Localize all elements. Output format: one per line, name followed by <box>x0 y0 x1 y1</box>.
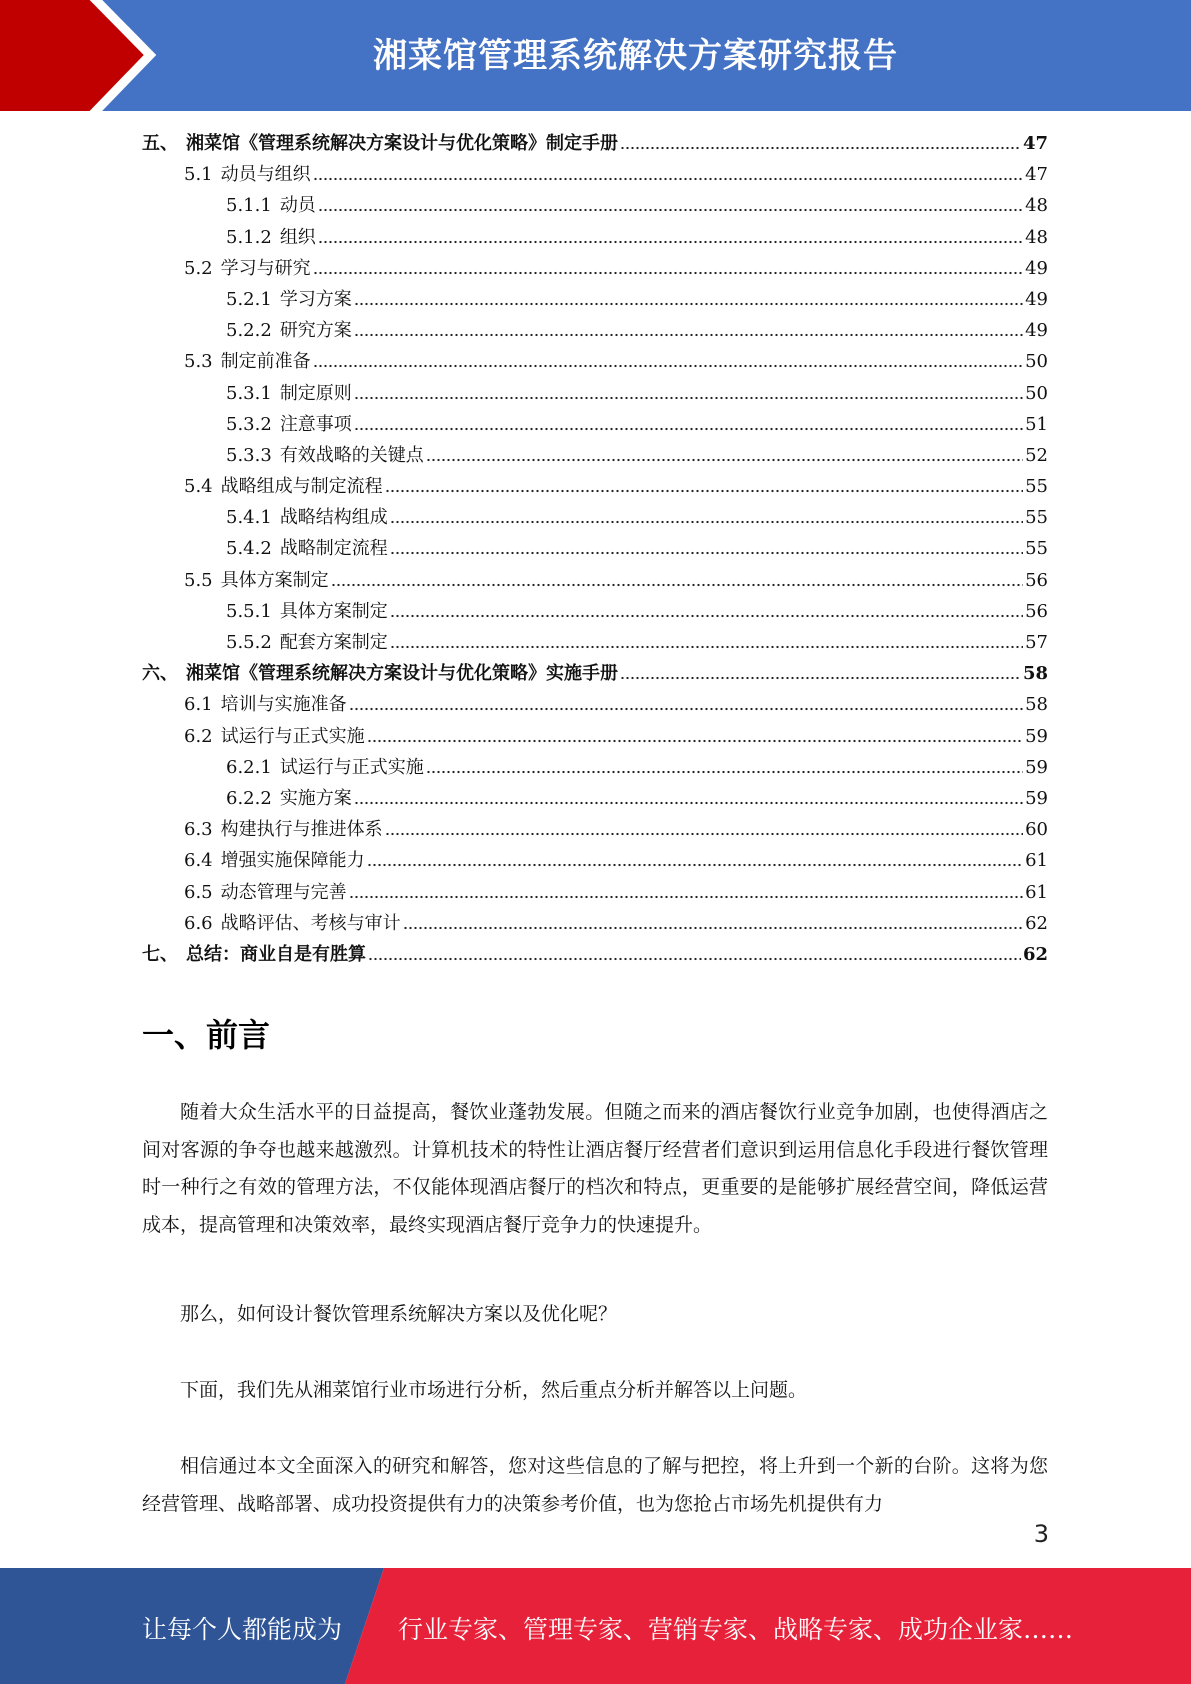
toc-entry-page: 59 <box>1025 756 1048 778</box>
table-of-contents <box>142 128 1048 970</box>
toc-dot-leader <box>620 134 1021 152</box>
toc-entry-page: 56 <box>1025 600 1048 622</box>
toc-entry-number: 5.3.1 <box>226 382 272 404</box>
toc-entry[interactable] <box>142 658 1048 689</box>
toc-dot-leader <box>367 851 1023 869</box>
toc-entry[interactable] <box>142 222 1048 253</box>
toc-entry-title: 制定前准备 <box>220 351 311 373</box>
toc-dot-leader <box>426 758 1023 776</box>
toc-entry-page: 55 <box>1025 507 1048 529</box>
toc-entry-title: 战略组成与制定流程 <box>220 476 383 498</box>
toc-entry-number: 5.1.1 <box>226 195 272 217</box>
toc-entry[interactable] <box>142 346 1048 377</box>
toc-entry-number: 5.5.1 <box>226 600 272 622</box>
toc-entry-title: 增强实施保障能力 <box>220 850 365 872</box>
toc-entry-page: 62 <box>1025 912 1048 934</box>
toc-entry-page: 62 <box>1022 943 1048 965</box>
toc-entry-number: 6.3 <box>184 819 213 841</box>
toc-entry-page: 51 <box>1025 413 1048 435</box>
toc-entry-number: 六、 <box>142 663 178 685</box>
toc-entry[interactable] <box>142 502 1048 533</box>
toc-entry[interactable] <box>142 378 1048 409</box>
toc-entry-title: 湘菜馆《管理系统解决方案设计与优化策略》实施手册 <box>186 663 618 685</box>
page-number: 3 <box>1033 1520 1049 1548</box>
toc-entry[interactable] <box>142 565 1048 596</box>
toc-entry-page: 59 <box>1025 725 1048 747</box>
toc-dot-leader <box>403 914 1023 932</box>
toc-dot-leader <box>354 384 1023 402</box>
toc-dot-leader <box>313 165 1023 183</box>
toc-entry-page: 58 <box>1022 663 1048 685</box>
toc-entry-title: 战略评估、考核与审计 <box>220 912 401 934</box>
toc-entry-page: 49 <box>1025 288 1048 310</box>
toc-dot-leader <box>390 633 1023 651</box>
toc-entry-title: 配套方案制定 <box>279 632 388 653</box>
paragraph-question: 那么，如何设计餐饮管理系统解决方案以及优化呢？ <box>180 1303 618 1325</box>
toc-dot-leader <box>354 321 1023 339</box>
toc-entry-title: 组织 <box>279 226 316 248</box>
toc-entry-page: 59 <box>1025 787 1048 809</box>
toc-entry-title: 动态管理与完善 <box>220 881 347 903</box>
toc-entry-title: 研究方案 <box>279 320 352 342</box>
paragraph-next: 下面，我们先从湘菜馆行业市场进行分析，然后重点分析并解答以上问题。 <box>180 1379 808 1401</box>
toc-dot-leader <box>331 571 1023 589</box>
toc-entry-title: 战略结构组成 <box>279 507 388 529</box>
toc-entry[interactable] <box>142 159 1048 190</box>
toc-entry-number: 5.3 <box>184 351 213 373</box>
toc-entry-title: 构建执行与推进体系 <box>220 819 383 841</box>
toc-entry-number: 5.2.2 <box>226 320 272 342</box>
toc-dot-leader <box>349 695 1023 713</box>
toc-entry[interactable] <box>142 627 1048 658</box>
toc-entry-page: 55 <box>1025 476 1048 498</box>
page-header <box>0 0 1191 111</box>
toc-entry-page: 58 <box>1025 694 1048 716</box>
toc-entry[interactable] <box>142 814 1048 845</box>
toc-entry-number: 五、 <box>142 133 178 154</box>
toc-entry-title: 总结：商业自是有胜算 <box>186 943 366 965</box>
toc-dot-leader <box>390 508 1023 526</box>
toc-entry-page: 47 <box>1022 133 1048 154</box>
toc-entry-number: 6.4 <box>184 850 213 872</box>
toc-entry[interactable] <box>142 877 1048 908</box>
toc-dot-leader <box>367 727 1023 745</box>
toc-entry-page: 55 <box>1025 538 1048 560</box>
toc-entry[interactable] <box>142 128 1048 159</box>
toc-entry-title: 培训与实施准备 <box>220 694 347 716</box>
toc-dot-leader <box>426 446 1023 464</box>
toc-entry-number: 6.6 <box>184 912 213 934</box>
toc-dot-leader <box>313 352 1023 370</box>
page-footer <box>0 1568 1191 1684</box>
toc-entry[interactable] <box>142 689 1048 720</box>
toc-entry-page: 48 <box>1025 195 1048 217</box>
toc-entry-number: 6.2 <box>184 725 213 747</box>
toc-entry-title: 学习与研究 <box>220 257 311 279</box>
toc-entry-page: 61 <box>1025 881 1048 903</box>
toc-entry-number: 5.4 <box>184 476 213 498</box>
toc-entry-title: 动员与组织 <box>220 164 311 186</box>
toc-dot-leader <box>368 945 1021 963</box>
toc-dot-leader <box>385 820 1023 838</box>
toc-dot-leader <box>354 789 1023 807</box>
toc-entry-number: 6.5 <box>184 881 213 903</box>
toc-entry[interactable] <box>142 409 1048 440</box>
toc-dot-leader <box>318 228 1023 246</box>
toc-entry[interactable] <box>142 939 1048 970</box>
toc-entry-title: 试运行与正式实施 <box>279 756 424 778</box>
toc-entry-title: 有效战略的关键点 <box>279 444 424 466</box>
toc-entry[interactable] <box>142 190 1048 221</box>
toc-entry-title: 试运行与正式实施 <box>220 725 365 747</box>
toc-entry-title: 实施方案 <box>279 787 352 809</box>
toc-dot-leader <box>390 602 1023 620</box>
toc-entry-title: 战略制定流程 <box>279 538 388 560</box>
toc-entry-page: 49 <box>1025 257 1048 279</box>
toc-entry[interactable] <box>142 752 1048 783</box>
toc-entry-page: 50 <box>1025 382 1048 404</box>
footer-slogan-right: 行业专家、管理专家、营销专家、战略专家、成功企业家…… <box>398 1615 1074 1644</box>
toc-entry-number: 5.2.1 <box>226 288 272 310</box>
toc-entry-number: 七、 <box>142 943 178 965</box>
toc-entry-page: 61 <box>1025 850 1048 872</box>
toc-entry-title: 动员 <box>279 195 316 217</box>
toc-entry-number: 5.3.3 <box>226 444 272 466</box>
toc-entry-page: 56 <box>1025 569 1048 591</box>
toc-entry-number: 6.1 <box>184 694 213 716</box>
toc-entry-number: 5.2 <box>184 257 213 279</box>
report-title: 湘菜馆管理系统解决方案研究报告 <box>373 36 898 76</box>
toc-entry-page: 50 <box>1025 351 1048 373</box>
toc-dot-leader <box>354 290 1023 308</box>
toc-entry-title: 湘菜馆《管理系统解决方案设计与优化策略》制定手册 <box>186 133 618 154</box>
toc-entry-title: 学习方案 <box>279 288 352 310</box>
toc-entry-number: 5.5.2 <box>226 632 272 653</box>
toc-entry-number: 6.2.1 <box>226 756 272 778</box>
toc-dot-leader <box>313 259 1023 277</box>
toc-entry-title: 具体方案制定 <box>220 569 329 591</box>
toc-entry-title: 制定原则 <box>279 382 352 404</box>
toc-entry[interactable] <box>142 783 1048 814</box>
toc-dot-leader <box>385 477 1023 495</box>
paragraph-closing: 相信通过本文全面深入的研究和解答，您对这些信息的了解与把控，将上升到一个新的台阶。这将为您经营管理、战略部署、成功投资提供有力的决策参考价值，也为您抢占市场先机提供有力 <box>142 1455 1048 1515</box>
toc-entry[interactable] <box>142 315 1048 346</box>
toc-entry-page: 47 <box>1025 164 1048 186</box>
toc-dot-leader <box>349 883 1023 901</box>
toc-entry-number: 5.1 <box>184 164 213 186</box>
toc-entry-page: 57 <box>1025 632 1048 653</box>
toc-entry-title: 具体方案制定 <box>279 600 388 622</box>
toc-entry-page: 52 <box>1025 444 1048 466</box>
section-heading: 一、前言 <box>142 1016 271 1054</box>
paragraph-intro: 随着大众生活水平的日益提高，餐饮业蓬勃发展。但随之而来的酒店餐饮行业竞争加剧，也使得酒店之间对客源的争夺也越来越激烈。计算机技术的特性让酒店餐厅经营者们意识到运用信息化手段进行餐饮管理时一种行之有效的管理方法，不仅能体现酒店餐厅的档次和特点，更重要的是能够扩展经营空间，降低运营成本，提高管理和决策效率，最终实现酒店餐厅竞争力的快速提升。 <box>142 1101 1048 1236</box>
toc-entry[interactable] <box>142 284 1048 315</box>
toc-entry-number: 5.3.2 <box>226 413 272 435</box>
toc-entry-page: 49 <box>1025 320 1048 342</box>
toc-entry-number: 5.4.1 <box>226 507 272 529</box>
toc-dot-leader <box>390 539 1023 557</box>
toc-entry[interactable] <box>142 596 1048 627</box>
toc-dot-leader <box>318 196 1023 214</box>
toc-entry-title: 注意事项 <box>279 413 352 435</box>
toc-dot-leader <box>354 415 1023 433</box>
toc-dot-leader <box>620 664 1021 682</box>
toc-entry-number: 5.1.2 <box>226 226 272 248</box>
toc-entry[interactable] <box>142 533 1048 564</box>
toc-entry-page: 48 <box>1025 226 1048 248</box>
toc-entry[interactable] <box>142 908 1048 939</box>
toc-entry[interactable] <box>142 253 1048 284</box>
toc-entry-number: 6.2.2 <box>226 787 272 809</box>
toc-entry-number: 5.4.2 <box>226 538 272 560</box>
toc-entry[interactable] <box>142 845 1048 876</box>
toc-entry-page: 60 <box>1025 819 1048 841</box>
toc-entry[interactable] <box>142 721 1048 752</box>
toc-entry[interactable] <box>142 440 1048 471</box>
footer-slogan-left: 让每个人都能成为 <box>142 1615 343 1644</box>
toc-entry-number: 5.5 <box>184 569 213 591</box>
toc-entry[interactable] <box>142 471 1048 502</box>
